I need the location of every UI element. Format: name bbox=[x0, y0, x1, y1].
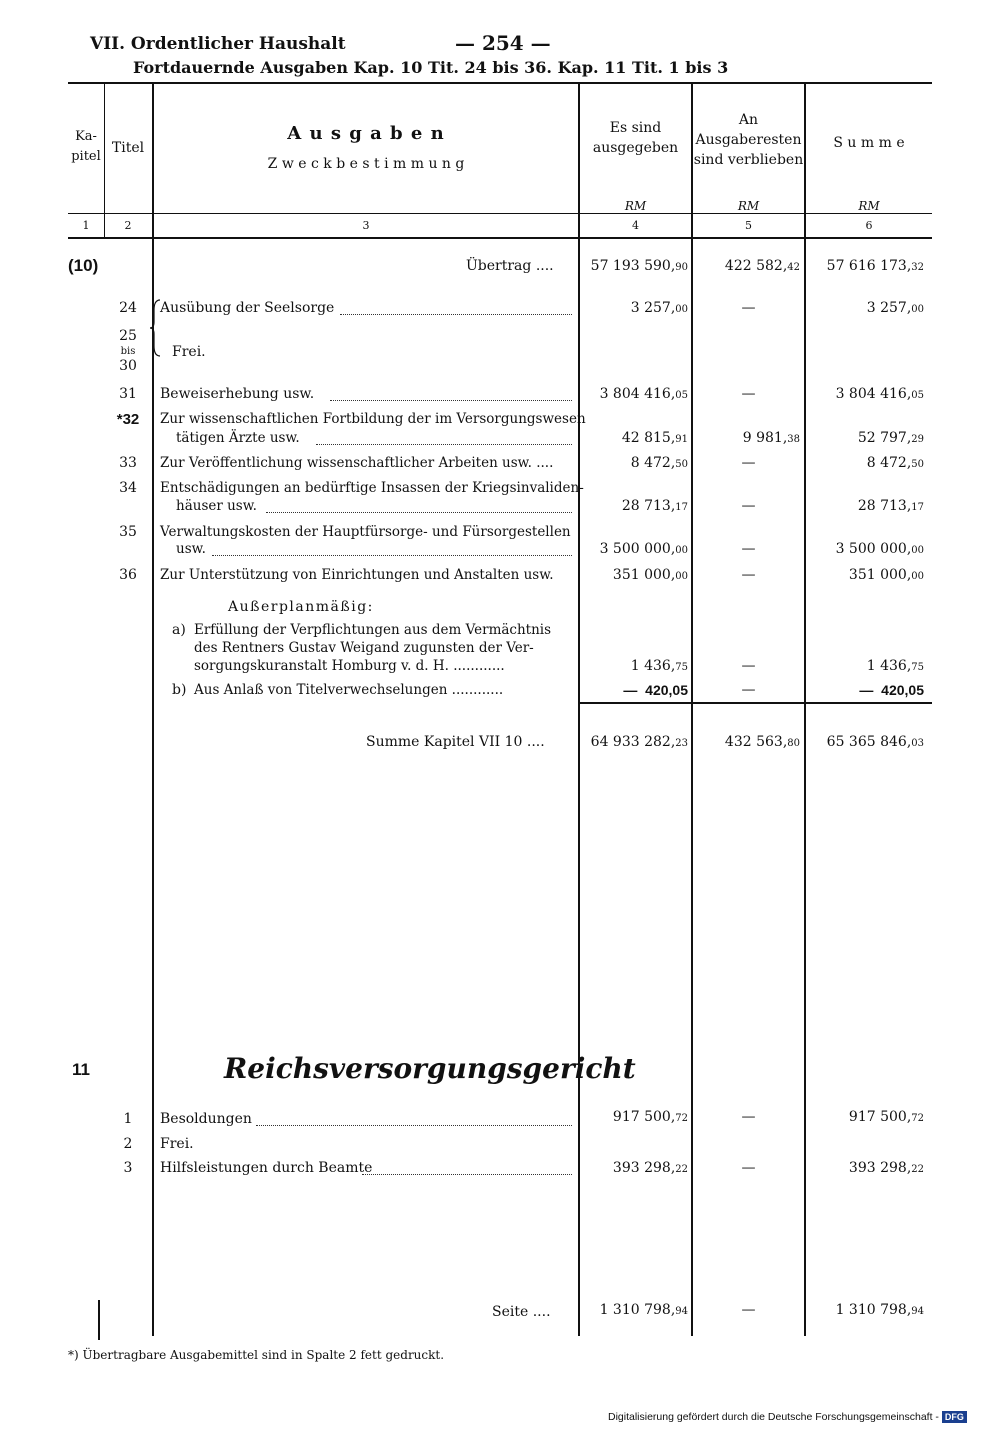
col5-line3: sind verblieben bbox=[693, 152, 804, 168]
row-34-c4 bbox=[622, 498, 688, 514]
row-35-text2: usw. bbox=[176, 541, 206, 557]
decimals: 00 bbox=[911, 571, 924, 582]
value: 917 500, bbox=[848, 1109, 912, 1125]
seite-c5: — bbox=[741, 1302, 756, 1318]
col4-line1: Es sind bbox=[609, 120, 662, 136]
value: 3 500 000, bbox=[835, 541, 912, 557]
col-ausgaben-header: A u s g a b e n bbox=[287, 123, 445, 144]
kapitel-10-label: (10) bbox=[68, 256, 99, 275]
value: 351 000, bbox=[848, 567, 912, 583]
ausserplan-a-line1: Erfüllung der Verpflichtungen aus dem Vermächtnis bbox=[194, 622, 552, 638]
dfg-logo: DFG bbox=[942, 1411, 967, 1423]
col-divider-2 bbox=[152, 84, 154, 1336]
row-34-c5: — bbox=[741, 498, 756, 514]
decimals: 75 bbox=[675, 662, 688, 673]
col-ausgabereste-header bbox=[693, 110, 804, 170]
decimals: 75 bbox=[911, 662, 924, 673]
ausserplan-a-line3: sorgungskuranstalt Homburg v. d. H. ............ bbox=[194, 658, 505, 674]
value: 64 933 282, bbox=[590, 734, 676, 750]
column-number-rule bbox=[68, 237, 932, 239]
table-top-rule bbox=[68, 82, 932, 84]
decimals: 03 bbox=[911, 738, 924, 749]
unit-col4: RM bbox=[624, 199, 647, 213]
row-32-c6 bbox=[858, 430, 924, 446]
value: 917 500, bbox=[612, 1109, 676, 1125]
value: 3 257, bbox=[866, 300, 912, 316]
brace-icon bbox=[148, 298, 164, 358]
col-divider-4 bbox=[691, 84, 693, 1336]
subtotal-rule bbox=[580, 702, 932, 704]
decimals: 72 bbox=[911, 1113, 924, 1124]
titel-31: 31 bbox=[119, 386, 137, 402]
ausserplan-heading: Außerplanmäßig: bbox=[228, 599, 374, 615]
decimals: 05 bbox=[911, 390, 924, 401]
titel-bis: bis bbox=[120, 346, 136, 357]
value: 1 310 798, bbox=[835, 1302, 912, 1318]
row-31-text: Beweiserhebung usw. bbox=[160, 386, 315, 402]
value: 1 310 798, bbox=[599, 1302, 676, 1318]
row-32-c4 bbox=[622, 430, 688, 446]
ausserplan-b-label: b) bbox=[172, 682, 187, 698]
col4-line2: ausgegeben bbox=[592, 140, 679, 156]
decimals: 94 bbox=[911, 1306, 924, 1317]
row-33-text: Zur Veröffentlichung wissenschaftlicher Arbeiten usw. .... bbox=[160, 455, 554, 471]
row-31-c4 bbox=[600, 386, 688, 402]
col-ausgegeben-header bbox=[580, 118, 691, 158]
decimals: 72 bbox=[675, 1113, 688, 1124]
decimals: 00 bbox=[911, 545, 924, 556]
row-32-c5 bbox=[743, 430, 800, 446]
value: 57 193 590, bbox=[590, 258, 676, 274]
decimals: 80 bbox=[787, 738, 800, 749]
colnum-4: 4 bbox=[632, 219, 639, 232]
colnum-6: 6 bbox=[865, 219, 873, 232]
decimals: 00 bbox=[675, 304, 688, 315]
seite-c6 bbox=[836, 1302, 924, 1318]
titel-33: 33 bbox=[119, 455, 137, 471]
leader-dots bbox=[266, 512, 572, 513]
value: 393 298, bbox=[848, 1160, 912, 1176]
row-35-text: Verwaltungskosten der Hauptfürsorge- und Fürsorgestellen bbox=[160, 524, 571, 540]
uebertrag-c6 bbox=[827, 258, 924, 274]
row-24-text: Ausübung der Seelsorge bbox=[160, 300, 335, 316]
decimals: 05 bbox=[675, 390, 688, 401]
value: 1 436, bbox=[630, 658, 676, 674]
value: 422 582, bbox=[724, 258, 788, 274]
seite-label: Seite .... bbox=[492, 1304, 551, 1320]
summe-label: Summe Kapitel VII 10 .... bbox=[366, 734, 545, 750]
row-36-c4 bbox=[613, 567, 688, 583]
value: 432 563, bbox=[724, 734, 788, 750]
row-36-c6 bbox=[849, 567, 924, 583]
header-rule bbox=[68, 213, 932, 214]
row-34-text: Entschädigungen an bedürftige Insassen der Kriegsinvaliden- bbox=[160, 480, 584, 496]
titel-3: 3 bbox=[123, 1160, 133, 1176]
decimals: 17 bbox=[911, 502, 924, 513]
decimals: 50 bbox=[911, 459, 924, 470]
value: 9 981, bbox=[742, 430, 788, 446]
colnum-2: 2 bbox=[124, 219, 132, 232]
unit-col6: RM bbox=[858, 199, 880, 213]
row-3-c5: — bbox=[741, 1160, 756, 1176]
row-31-c5: — bbox=[741, 386, 756, 402]
leader-dots bbox=[316, 444, 572, 445]
titel-24: 24 bbox=[119, 300, 137, 316]
row-33-c5: — bbox=[741, 455, 756, 471]
col-summe-header: S u m m e bbox=[833, 135, 905, 151]
summe-c6 bbox=[827, 734, 924, 750]
row-36-text: Zur Unterstützung von Einrichtungen und Anstalten usw. bbox=[160, 567, 554, 583]
col-zweck-header: Z w e c k b e s t i m m u n g bbox=[267, 156, 465, 172]
value: 3 804 416, bbox=[599, 386, 676, 402]
decimals: 29 bbox=[911, 434, 924, 445]
leader-dots bbox=[256, 1125, 572, 1126]
row-24-c5: — bbox=[741, 300, 756, 316]
col-titel-header: Titel bbox=[111, 140, 145, 156]
row-35-c4 bbox=[600, 541, 688, 557]
value: 8 472, bbox=[630, 455, 676, 471]
colnum-1: 1 bbox=[82, 219, 90, 232]
leader-dots bbox=[330, 400, 572, 401]
uebertrag-label: Übertrag .... bbox=[466, 258, 554, 274]
row-3-c6 bbox=[849, 1160, 924, 1176]
col-divider-3 bbox=[578, 84, 580, 1336]
section-heading: Reichsversorgungsgericht bbox=[224, 1052, 636, 1085]
col5-line2: Ausgaberesten bbox=[695, 132, 802, 148]
unit-col5: RM bbox=[737, 199, 760, 213]
decimals: 38 bbox=[787, 434, 800, 445]
ausserplan-b-c4: — 420,05 bbox=[623, 682, 688, 698]
row-36-c5: — bbox=[741, 567, 756, 583]
ausserplan-a-c5: — bbox=[741, 658, 756, 674]
col5-line1: An bbox=[738, 112, 759, 128]
row-3-text: Hilfsleistungen durch Beamte bbox=[160, 1160, 373, 1176]
decimals: 00 bbox=[675, 571, 688, 582]
row-1-c5: — bbox=[741, 1109, 756, 1125]
col-kapitel-line2: pitel bbox=[71, 149, 101, 164]
titel-1: 1 bbox=[123, 1111, 133, 1127]
titel-2: 2 bbox=[123, 1136, 133, 1152]
kapitel-11-label: 11 bbox=[72, 1060, 90, 1079]
titel-32: *32 bbox=[116, 411, 140, 428]
col-divider-5 bbox=[804, 84, 806, 1336]
ausserplan-b-text: Aus Anlaß von Titelverwechselungen ............ bbox=[194, 682, 504, 698]
ausserplan-a-line2: des Rentners Gustav Weigand zugunsten der Ver- bbox=[194, 640, 534, 656]
row-32-text: Zur wissenschaftlichen Fortbildung der im Versorgungswesen bbox=[160, 411, 586, 427]
decimals: 22 bbox=[675, 1164, 688, 1175]
page-number: — 254 — bbox=[455, 31, 551, 55]
colnum-5: 5 bbox=[745, 219, 752, 232]
ausserplan-b-c5: — bbox=[741, 682, 756, 698]
titel-25: 25 bbox=[119, 328, 137, 344]
page-subtitle: Fortdauernde Ausgaben Kap. 10 Tit. 24 bis 36. Kap. 11 Tit. 1 bis 3 bbox=[133, 58, 729, 77]
titel-35: 35 bbox=[119, 524, 137, 540]
col-kapitel-line1: Ka- bbox=[75, 129, 97, 144]
decimals: 90 bbox=[675, 262, 688, 273]
value: 393 298, bbox=[612, 1160, 676, 1176]
summe-c5 bbox=[725, 734, 800, 750]
ausserplan-a-c6 bbox=[867, 658, 924, 674]
row-32-text2: tätigen Ärzte usw. bbox=[176, 430, 300, 446]
summe-c4 bbox=[591, 734, 688, 750]
value: 1 436, bbox=[866, 658, 912, 674]
decimals: 91 bbox=[675, 434, 688, 445]
value: 65 365 846, bbox=[826, 734, 912, 750]
uebertrag-c5 bbox=[725, 258, 800, 274]
row-25-30-text: Frei. bbox=[172, 344, 206, 360]
leader-dots bbox=[212, 555, 572, 556]
value: 52 797, bbox=[857, 430, 912, 446]
section-title: VII. Ordentlicher Haushalt bbox=[90, 34, 346, 54]
titel-36: 36 bbox=[119, 567, 137, 583]
value: 28 713, bbox=[857, 498, 912, 514]
row-1-c6 bbox=[849, 1109, 924, 1125]
footnote: *) Übertragbare Ausgabemittel sind in Spalte 2 fett gedruckt. bbox=[68, 1348, 445, 1362]
decimals: 42 bbox=[787, 262, 800, 273]
row-24-c6 bbox=[867, 300, 924, 316]
titel-34: 34 bbox=[119, 480, 137, 496]
uebertrag-c4 bbox=[591, 258, 688, 274]
row-33-c4 bbox=[631, 455, 688, 471]
ausserplan-b-c6: — 420,05 bbox=[859, 682, 924, 698]
value: 8 472, bbox=[866, 455, 912, 471]
decimals: 22 bbox=[911, 1164, 924, 1175]
value: 28 713, bbox=[621, 498, 676, 514]
value: 3 257, bbox=[630, 300, 676, 316]
ausserplan-a-c4 bbox=[631, 658, 688, 674]
seite-c4 bbox=[600, 1302, 688, 1318]
row-2-text: Frei. bbox=[160, 1136, 194, 1152]
decimals: 32 bbox=[911, 262, 924, 273]
leader-dots bbox=[362, 1174, 572, 1175]
leader-dots bbox=[340, 314, 572, 315]
decimals: 00 bbox=[911, 304, 924, 315]
value: 3 804 416, bbox=[835, 386, 912, 402]
decimals: 94 bbox=[675, 1306, 688, 1317]
value: 42 815, bbox=[621, 430, 676, 446]
value: 3 500 000, bbox=[599, 541, 676, 557]
decimals: 50 bbox=[675, 459, 688, 470]
col-divider-1 bbox=[104, 84, 105, 237]
credit-text: Digitalisierung gefördert durch die Deutsche Forschungsgemeinschaft - bbox=[608, 1411, 939, 1423]
decimals: 23 bbox=[675, 738, 688, 749]
decimals: 17 bbox=[675, 502, 688, 513]
row-35-c5: — bbox=[741, 541, 756, 557]
titel-30: 30 bbox=[119, 358, 137, 374]
row-34-text2: häuser usw. bbox=[176, 498, 257, 514]
margin-mark bbox=[98, 1300, 100, 1340]
ausserplan-a-label: a) bbox=[172, 622, 186, 638]
row-34-c6 bbox=[858, 498, 924, 514]
value: 57 616 173, bbox=[826, 258, 912, 274]
row-1-text: Besoldungen bbox=[160, 1111, 252, 1127]
digitization-credit bbox=[608, 1411, 967, 1423]
row-33-c6 bbox=[867, 455, 924, 471]
decimals: 00 bbox=[675, 545, 688, 556]
row-31-c6 bbox=[836, 386, 924, 402]
row-24-c4 bbox=[631, 300, 688, 316]
value: 351 000, bbox=[612, 567, 676, 583]
row-3-c4 bbox=[613, 1160, 688, 1176]
colnum-3: 3 bbox=[362, 219, 370, 232]
row-35-c6 bbox=[836, 541, 924, 557]
row-1-c4 bbox=[613, 1109, 688, 1125]
col-kapitel-header bbox=[68, 127, 104, 167]
